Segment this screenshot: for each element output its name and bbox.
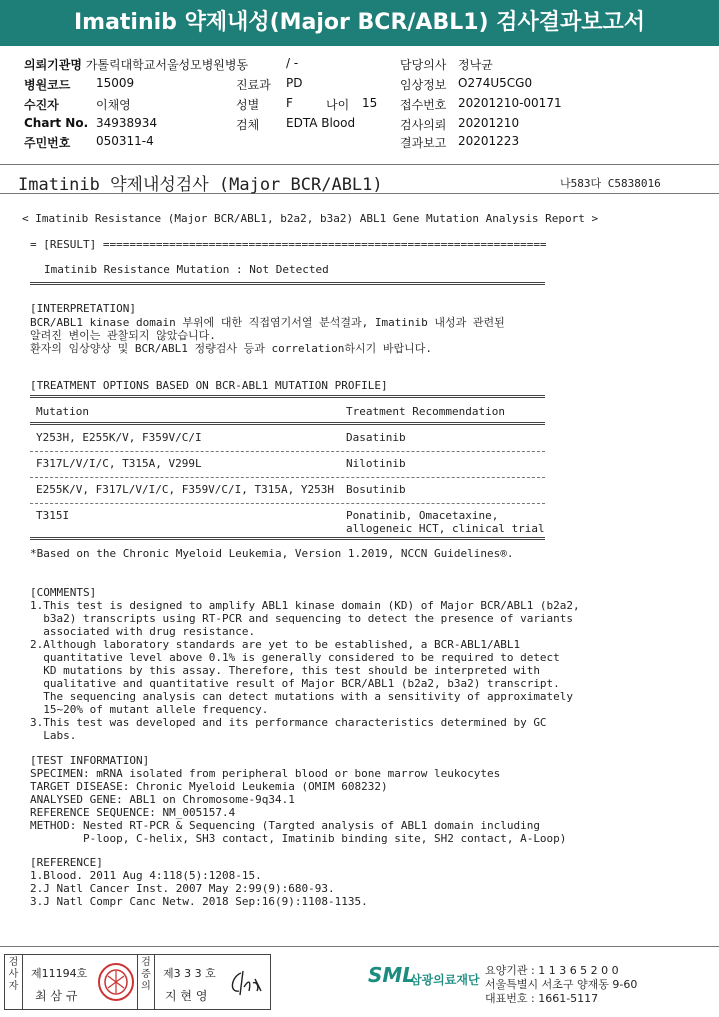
header-value: 20201210 [458,116,520,130]
test-info-line: ANALYSED GENE: ABL1 on Chromosome-9q34.1 [30,793,295,806]
divider [30,282,545,285]
comment-line: b3a2) transcripts using RT-PCR and sequencing to detect the presence of variants [30,612,574,625]
reference-line: 2.J Natl Cancer Inst. 2007 May 2:99(9):680-93. [30,882,335,895]
header-value: 15 [362,96,378,110]
interpretation-line: BCR/ABL1 kinase domain 부위에 대한 직접염기서열 분석결과, Imatinib 내성과 관련된 [30,316,505,329]
test-info-line: P-loop, C-helix, SH3 contact, Imatinib binding site, SH2 contact, A-Loop) [30,832,567,845]
header-value: 20201223 [458,134,520,148]
header-value: PD [286,76,303,90]
examiner-label: 검 사 자 [5,955,23,1009]
header-value: 가톨릭대학교서울성모병원병동 [85,58,249,72]
header-key: 주민번호 [24,136,71,150]
header-key: 결과보고 [400,136,447,150]
test-info-line: SPECIMEN: mRNA isolated from peripheral blood or bone marrow leukocytes [30,767,501,780]
header-key: 임상정보 [400,78,447,92]
header-value: 15009 [96,76,135,90]
signature-icon [227,967,265,999]
header-value: / - [286,56,299,70]
examiner-number: 제11194호 [31,967,88,980]
test-info-line: TARGET DISEASE: Chronic Myeloid Leukemia (OMIM 608232) [30,780,388,793]
header-key: 담당의사 [400,58,447,72]
mutation-cell: F317L/V/I/C, T315A, V299L [36,457,202,470]
reference-line: 1.Blood. 2011 Aug 4:118(5):1208-15. [30,869,262,882]
comment-line: associated with drug resistance. [30,625,256,638]
comment-line: The sequencing analysis can detect mutations with a sensitivity of approximately [30,690,574,703]
test-info-line: METHOD: Nested RT-PCR & Sequencing (Targted analysis of ABL1 domain including [30,819,540,832]
reference-header: [REFERENCE] [30,856,103,869]
company-logo: SML [368,963,416,987]
header-key: 나이 [326,98,350,112]
divider [30,395,545,398]
header-value: 34938934 [96,116,158,130]
header-key: 수진자 [24,98,59,112]
header-value: 정낙균 [458,58,493,72]
company-name: 삼광의료재단 [410,973,480,987]
org-phone: 대표번호 : 1661-5117 [485,992,599,1005]
comment-line: 3.This test was developed and its performance characteristics determined by GC [30,716,547,729]
header-value: F [286,96,293,110]
approver-name: 지 현 영 [165,989,208,1003]
divider [30,537,545,540]
reference-line: 3.J Natl Compr Canc Netw. 2018 Sep:16(9):1108-1135. [30,895,368,908]
interpretation-header: [INTERPRETATION] [30,302,136,315]
section-title: Imatinib 약제내성검사 (Major BCR/ABL1) [18,175,383,195]
header-key: 성별 [236,98,260,112]
mutation-cell: Y253H, E255K/V, F359V/C/I [36,431,202,444]
approver-number: 제3 3 3 호 [163,967,216,980]
footer [0,948,719,1017]
divider [30,451,545,452]
comment-line: 15~20% of mutant allele frequency. [30,703,269,716]
mutation-cell: E255K/V, F317L/V/I/C, F359V/C/I, T315A, Y253H [36,483,335,496]
divider [30,477,545,478]
report-subtitle: < Imatinib Resistance (Major BCR/ABL1, b2a2, b3a2) ABL1 Gene Mutation Analysis Report > [22,212,599,225]
header-key: Chart No. [24,116,89,130]
comment-line: KD mutations by this assay. Therefore, this test should be interpreted with [30,664,540,677]
treatment-header: [TREATMENT OPTIONS BASED ON BCR-ABL1 MUTATION PROFILE] [30,379,388,392]
comment-line: 2.Although laboratory standards are yet to be established, a BCR-ABL1/ABL1 [30,638,521,651]
result-line: Imatinib Resistance Mutation : Not Detected [44,263,329,276]
test-info-line: REFERENCE SEQUENCE: NM_005157.4 [30,806,236,819]
header-value: EDTA Blood [286,116,356,130]
interpretation-line: 환자의 임상양상 및 BCR/ABL1 정량검사 등과 correlation하시기 바랍니다. [30,342,432,355]
test-info-header: [TEST INFORMATION] [30,754,150,767]
divider [30,422,545,425]
result-header: = [RESULT] =================================================================== [30,238,547,251]
header-key: 의뢰기관명 [24,58,82,72]
comment-line: Labs. [30,729,77,742]
comment-line: qualitative and quantitative result of Major BCR/ABL1 (b2a2, b3a2) transcript. [30,677,560,690]
comment-line: 1.This test is designed to amplify ABL1 kinase domain (KD) of Major BCR/ABL1 (b2a2, [30,599,580,612]
examiner-name: 최 삼 규 [35,989,78,1003]
column-header: Mutation [36,405,89,418]
report-title: Imatinib 약제내성(Major BCR/ABL1) 검사결과보고서 [0,0,719,46]
treatment-cell: Nilotinib [346,457,406,470]
seal-icon [97,962,135,1002]
approver-label: 검 증 의 [137,955,155,1009]
header-key: 병원코드 [24,78,71,92]
treatment-note: *Based on the Chronic Myeloid Leukemia, Version 1.2019, NCCN Guidelines®. [30,547,514,560]
treatment-cell: Bosutinib [346,483,406,496]
comment-line: quantitative level above 0.1% is generally considered to be required to detect [30,651,560,664]
divider [0,946,719,947]
org-address: 서울특별시 서초구 양재동 9-60 [485,978,638,991]
column-header: Treatment Recommendation [346,405,505,418]
header-value: O274U5CG0 [458,76,533,90]
mutation-cell: T315I [36,509,70,522]
header-key: 검체 [236,118,260,132]
header-key: 진료과 [236,78,271,92]
treatment-cell: Dasatinib [346,431,406,444]
header-value: 이채영 [96,98,131,112]
header-value: 050311-4 [96,134,154,148]
divider [30,503,545,504]
header-key: 검사의뢰 [400,118,447,132]
header-key: 접수번호 [400,98,447,112]
treatment-cell: Ponatinib, Omacetaxine, allogeneic HCT, clinical trial [346,509,545,535]
header-value: 20201210-00171 [458,96,562,110]
org-code: 요양기관 : 1 1 3 6 5 2 0 0 [485,964,619,977]
interpretation-line: 알려진 변이는 관찰되지 않았습니다. [30,329,216,342]
signature-box [4,954,271,1010]
divider [0,164,719,165]
report-codes: 나583다 C5838016 [560,177,661,190]
comments-header: [COMMENTS] [30,586,97,599]
